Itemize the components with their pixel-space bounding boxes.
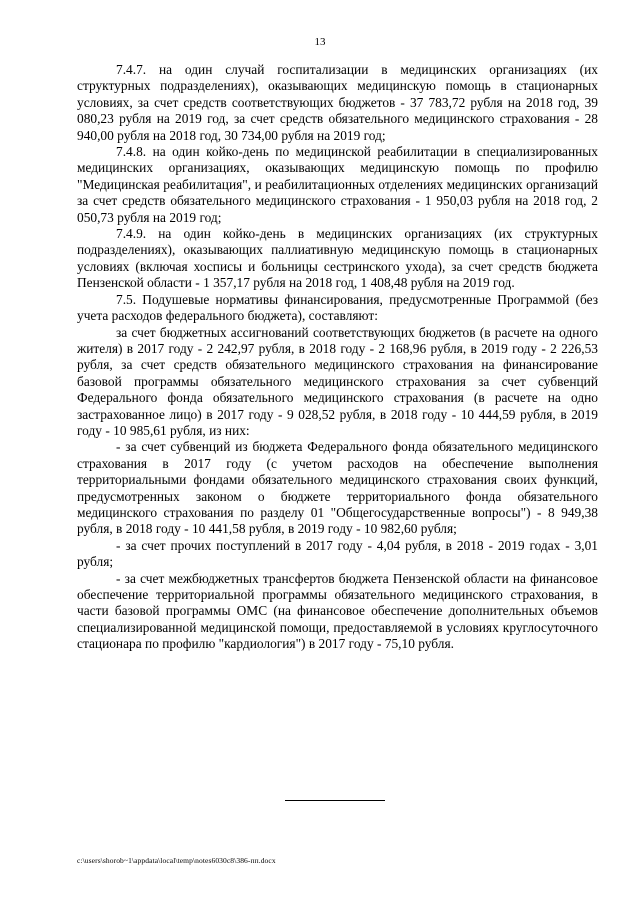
end-divider-line (285, 800, 385, 801)
page-number: 13 (314, 36, 326, 48)
paragraph-other-receipts: - за счет прочих поступлений в 2017 году - 4,04 рубля, в 2018 - 2019 годах - 3,01 рубля; (77, 537, 598, 570)
paragraph-7-4-9: 7.4.9. на один койко-день в медицинских организациях (их структурных подразделениях), оказывающих паллиативную медицинскую помощь в стационарных условиях (включая хосписы и больницы сестринского ухода), за счет средств бюджета Пензенской области - 1 357,17 рубля на 2018 год, 1 408,48 рубля на 2019 год. (77, 226, 598, 291)
document-body (77, 62, 598, 653)
paragraph-7-5: 7.5. Подушевые нормативы финансирования, предусмотренные Программой (без учета расходов федерального бюджета), составляют: (77, 291, 598, 324)
paragraph-7-4-7: 7.4.7. на один случай госпитализации в медицинских организациях (их структурных подразделениях), оказывающих медицинскую помощь в стационарных условиях, за счет средств соответствующих бюджетов - 37 783,72 рубля на 2018 год, 39 080,23 рубля на 2019 год, за счет средств обязательного медицинского страхования - 28 940,00 рубля на 2018 год, 30 734,00 рубля на 2019 год; (77, 62, 598, 143)
paragraph-federal-subventions: - за счет субвенций из бюджета Федерального фонда обязательного медицинского страхования в 2017 году (с учетом расходов на обеспечение выполнения территориальными фондами обязательного медицинского страхования своих функций, предусмотренных законом о бюджете территориального фонда обязательного медицинского страхования по разделу 01 "Общегосударственные вопросы") - 8 949,38 рубля, в 2018 году - 10 441,58 рубля, в 2019 году - 10 982,60 рубля; (77, 439, 598, 537)
paragraph-interbudget-transfers: - за счет межбюджетных трансфертов бюджета Пензенской области на финансовое обеспечение территориальной программы обязательного медицинского страхования, в части базовой программы ОМС (на финансовое обеспечение дополнительных объемов специализированной медицинской помощи, предоставляемой в условиях круглосуточного стационара по профилю "кардиология") в 2017 году - 75,10 рубля. (77, 570, 598, 652)
footer-file-path: c:\users\shorob~1\appdata\local\temp\notes6030c8\386-пп.docx (77, 856, 276, 865)
paragraph-7-4-8: 7.4.8. на один койко-день по медицинской реабилитации в специализированных медицинских организациях, оказывающих медицинскую помощь по профилю "Медицинская реабилитация", и реабилитационных отделениях медицинских организаций за счет средств обязательного медицинского страхования - 1 950,03 рубля на 2018 год, 2 050,73 рубля на 2019 год; (77, 144, 598, 225)
paragraph-budget-allocations: за счет бюджетных ассигнований соответствующих бюджетов (в расчете на одного жителя) в 2017 году - 2 242,97 рубля, в 2018 году - 2 168,96 рубля, в 2019 году - 2 226,53 рубля, за счет средств обязательного медицинского страхования на финансирование базовой программы обязательного медицинского страхования за счет субвенций Федерального фонда обязательного медицинского страхования (в расчете на одно застрахованное лицо) в 2017 году - 9 028,52 рубля, в 2018 году - 10 444,59 рубля, в 2019 году - 10 985,61 рубля, из них: (77, 324, 598, 438)
